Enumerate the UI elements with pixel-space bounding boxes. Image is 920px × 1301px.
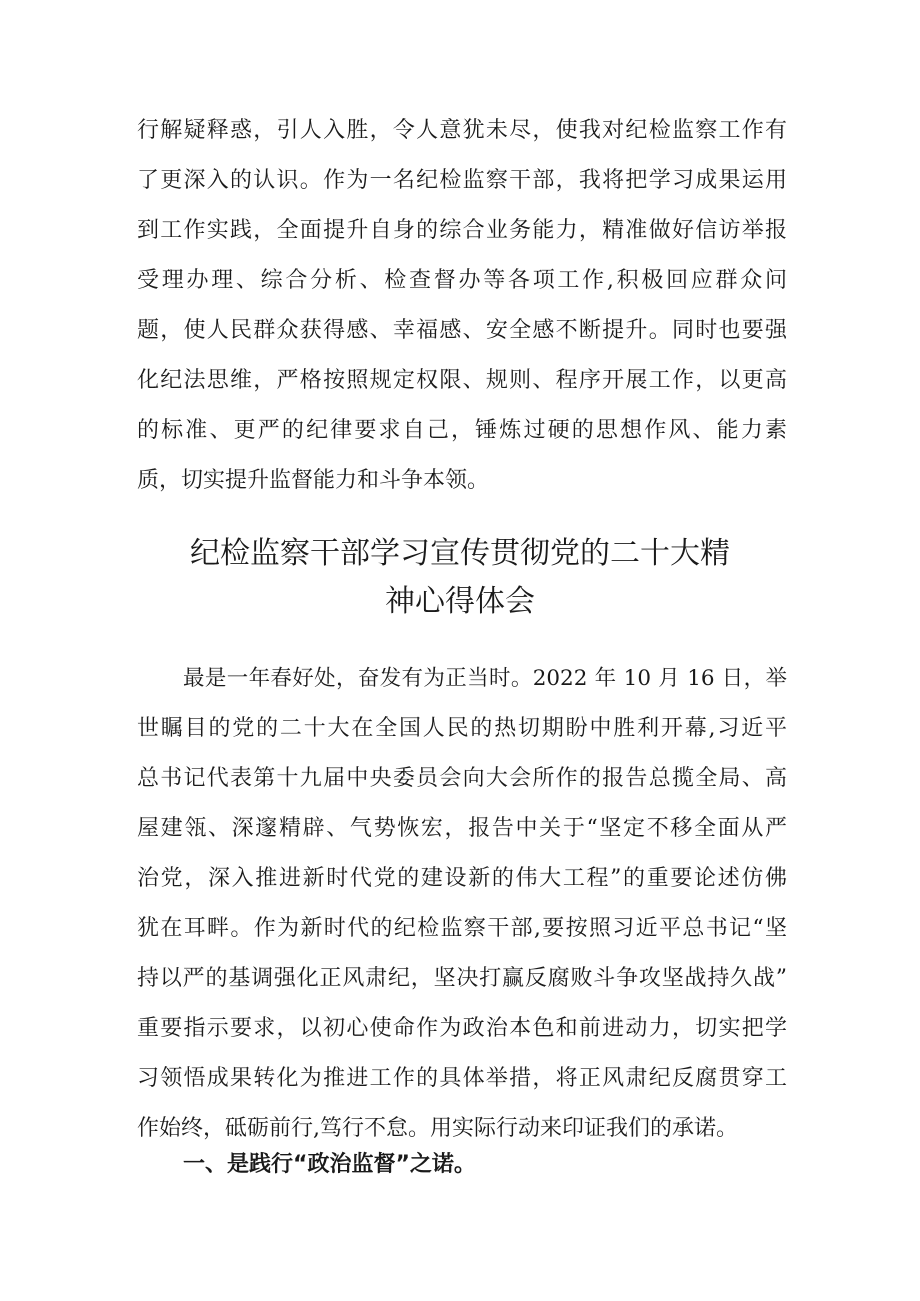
text-line: 的标准、更严的纪律要求自己，锤炼过硬的思想作风、能力素	[137, 418, 787, 443]
text-line: 犹在耳畔。作为新时代的纪检监察干部,要按照习近平总书记“坚	[137, 916, 787, 941]
text-line: 治党，深入推进新时代党的建设新的伟大工程”的重要论述仿佛	[137, 866, 787, 891]
text-line: 屋建瓴、深邃精辟、气势恢宏，报告中关于“坚定不移全面从严	[137, 816, 787, 841]
text-line: 习领悟成果转化为推进工作的具体举措，将正风肃纪反腐贯穿工	[137, 1066, 787, 1091]
text-line: 受理办理、综合分析、检查督办等各项工作,积极回应群众问	[137, 268, 787, 293]
text-line: 题，使人民群众获得感、幸福感、安全感不断提升。同时也要强	[137, 318, 787, 343]
text-line: 总书记代表第十九届中央委员会向大会所作的报告总揽全局、高	[137, 766, 787, 791]
text-line: 质，切实提升监督能力和斗争本领。	[137, 468, 490, 493]
text-line: 到工作实践，全面提升自身的综合业务能力，精准做好信访举报	[137, 218, 787, 243]
text-line: 持以严的基调强化正风肃纪，坚决打赢反腐败斗争攻坚战持久战”	[137, 966, 787, 991]
text-line: 世瞩目的党的二十大在全国人民的热切期盼中胜利开幕,习近平	[137, 716, 787, 741]
text-line: 重要指示要求，以初心使命作为政治本色和前进动力，切实把学	[137, 1016, 787, 1041]
text-line: 行解疑释惑，引人入胜，令人意犹未尽，使我对纪检监察工作有	[137, 118, 787, 143]
title-line: 神心得体会	[385, 584, 535, 619]
text-line: 最是一年春好处，奋发有为正当时。2022 年 10 月 16 日，举	[183, 666, 787, 691]
title-line: 纪检监察干部学习宣传贯彻党的二十大精	[190, 536, 730, 571]
text-line: 化纪法思维，严格按照规定权限、规则、程序开展工作，以更高	[137, 368, 787, 393]
text-line: 作始终，砥砺前行,笃行不怠。用实际行动来印证我们的承诺。	[137, 1116, 738, 1141]
text-line: 了更深入的认识。作为一名纪检监察干部，我将把学习成果运用	[137, 168, 787, 193]
section-heading: 一、是践行“政治监督”之诺。	[183, 1152, 476, 1177]
